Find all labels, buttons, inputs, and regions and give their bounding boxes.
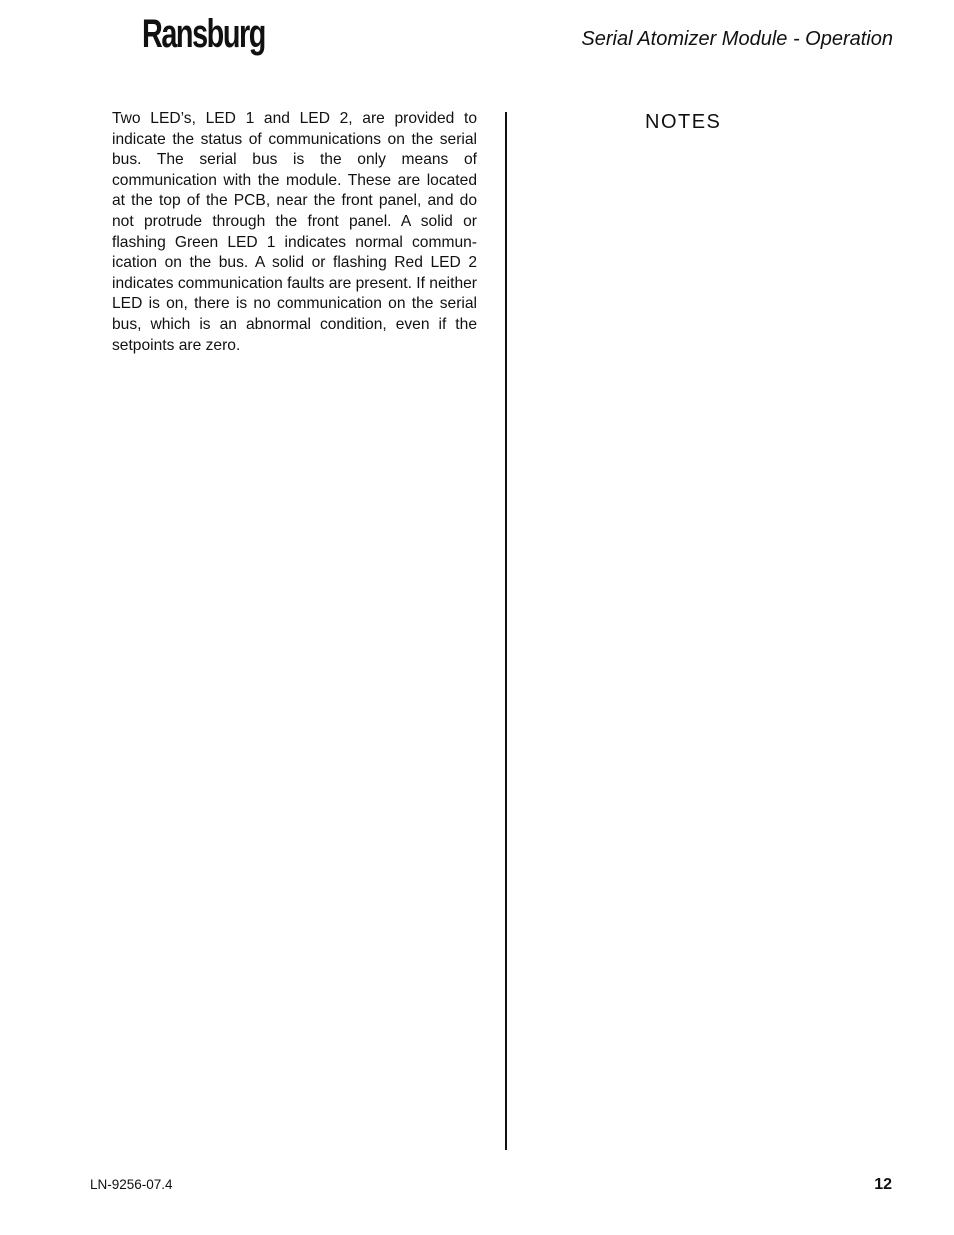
document-number: LN-9256-07.4 [90, 1177, 173, 1192]
column-divider [505, 112, 507, 1150]
notes-heading: NOTES [645, 111, 722, 133]
ransburg-logo: Ransburg [142, 12, 265, 56]
page-number: 12 [874, 1176, 892, 1193]
page-header-title: Serial Atomizer Module - Operation [581, 28, 893, 50]
led-status-paragraph: Two LED’s, LED 1 and LED 2, are provided to indicate the status of communications on the serial bus. The serial bus is the only means of communication with the module. These are located at the top of the PCB, near the front panel, and do not protrude through the front panel. A solid or flashing Green LED 1 indicates normal communication on the bus. A solid or flashing Red LED 2 indicates communication faults are present. If neither LED is on, there is no communication on the serial bus, which is an abnormal condition, even if the setpoints are zero. [112, 110, 477, 354]
